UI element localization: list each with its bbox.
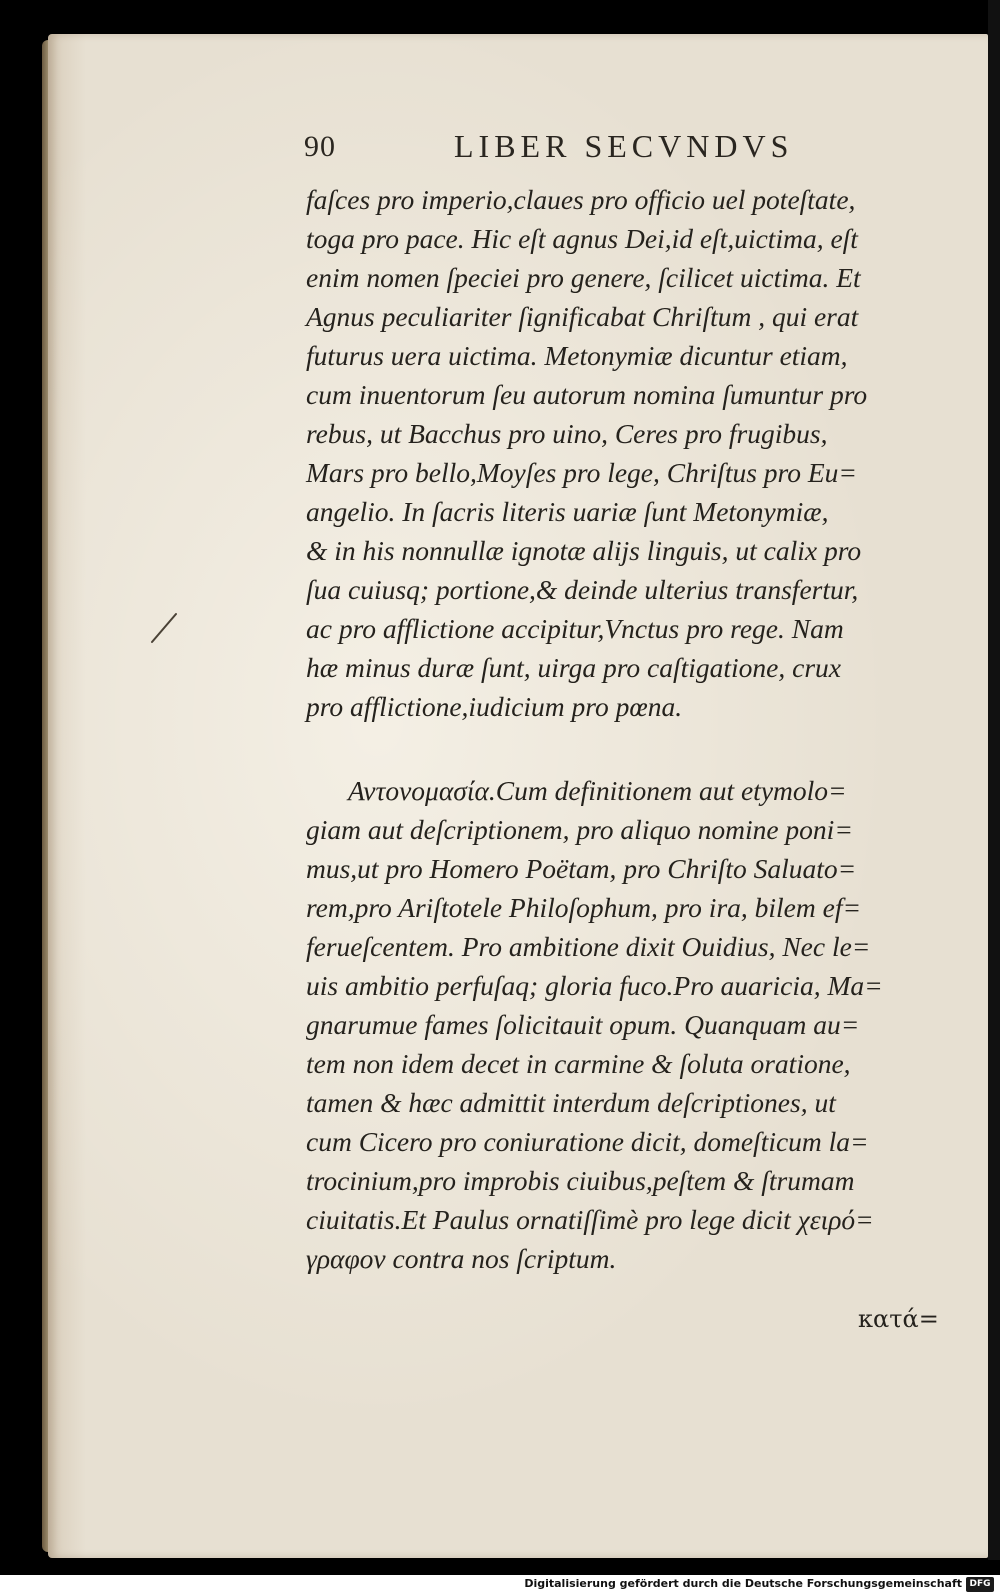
text-line: giam aut deſcriptionem, pro aliquo nomine poni= (306, 814, 853, 845)
text-line: gnarumue fames ſolicitauit opum. Quanquam au= (306, 1009, 860, 1040)
text-line: ciuitatis.Et Paulus ornatiſſimè pro lege dicit χειρό= (306, 1204, 874, 1235)
text-line: toga pro pace. Hic eſt agnus Dei,id eſt,uictima, eſt (306, 223, 858, 254)
text-line: Mars pro bello,Moyſes pro lege, Chriſtus pro Eu= (306, 457, 857, 488)
text-line: faſces pro imperio,claues pro officio uel poteſtate, (306, 184, 856, 215)
dfg-logo-icon: DFG (966, 1577, 994, 1592)
text-line: Αντονομασία.Cum definitionem aut etymolo= (348, 775, 847, 806)
text-line: & in his nonnullæ ignotæ alijs linguis, ut calix pro (306, 535, 862, 566)
text-line: ac pro afflictione accipitur,Vnctus pro rege. Nam (306, 613, 844, 644)
page-header (304, 124, 924, 174)
running-head: LIBER SECVNDVS (454, 128, 794, 164)
text-line: γραφον contra nos ſcriptum. (306, 1243, 617, 1274)
page-number: 90 (304, 130, 336, 163)
text-line: cum Cicero pro coniuratione dicit, domeſticum la= (306, 1126, 869, 1157)
margin-pen-mark-icon (150, 608, 180, 648)
catchword: κατά= (858, 1305, 939, 1333)
text-line: hæ minus duræ ſunt, uirga pro caſtigatione, crux (306, 652, 841, 683)
text-line: uis ambitio perfuſaq; gloria fuco.Pro auaricia, Ma= (306, 970, 883, 1001)
text-line: futurus uera uictima. Metonymiæ dicuntur etiam, (306, 340, 848, 371)
text-line: ſua cuiusq; portione,& deinde ulterius transfertur, (306, 574, 859, 605)
scan-right-edge (988, 0, 1000, 1560)
text-line: mus,ut pro Homero Poëtam, pro Chriſto Saluato= (306, 853, 857, 884)
text-line: ferueſcentem. Pro ambitione dixit Ouidius, Nec le= (306, 931, 871, 962)
paragraph-antonomasia (306, 771, 956, 1278)
footer-bar (0, 1575, 1000, 1596)
paragraph-gap (306, 726, 956, 771)
text-line: enim nomen ſpeciei pro genere, ſcilicet uictima. Et (306, 262, 861, 293)
text-line: tamen & hæc admittit interdum deſcriptiones, ut (306, 1087, 836, 1118)
digitization-credit: Digitalisierung gefördert durch die Deutsche Forschungsgemeinschaft (524, 1577, 962, 1590)
text-line: cum inuentorum ſeu autorum nomina ſumuntur pro (306, 379, 868, 410)
text-line: trocinium,pro improbis ciuibus,peſtem & ſtrumam (306, 1165, 855, 1196)
text-line: tem non idem decet in carmine & ſoluta oratione, (306, 1048, 851, 1079)
body-text (306, 180, 956, 1278)
text-line: pro afflictione,iudicium pro pœna. (306, 691, 683, 722)
text-line: rem,pro Ariſtotele Philoſophum, pro ira, bilem ef= (306, 892, 862, 923)
text-line: angelio. In ſacris literis uariæ ſunt Metonymiæ, (306, 496, 829, 527)
paragraph-metonymy (306, 180, 956, 726)
text-line: Agnus peculiariter ſignificabat Chriſtum , qui erat (306, 301, 859, 332)
text-line: rebus, ut Bacchus pro uino, Ceres pro frugibus, (306, 418, 828, 449)
